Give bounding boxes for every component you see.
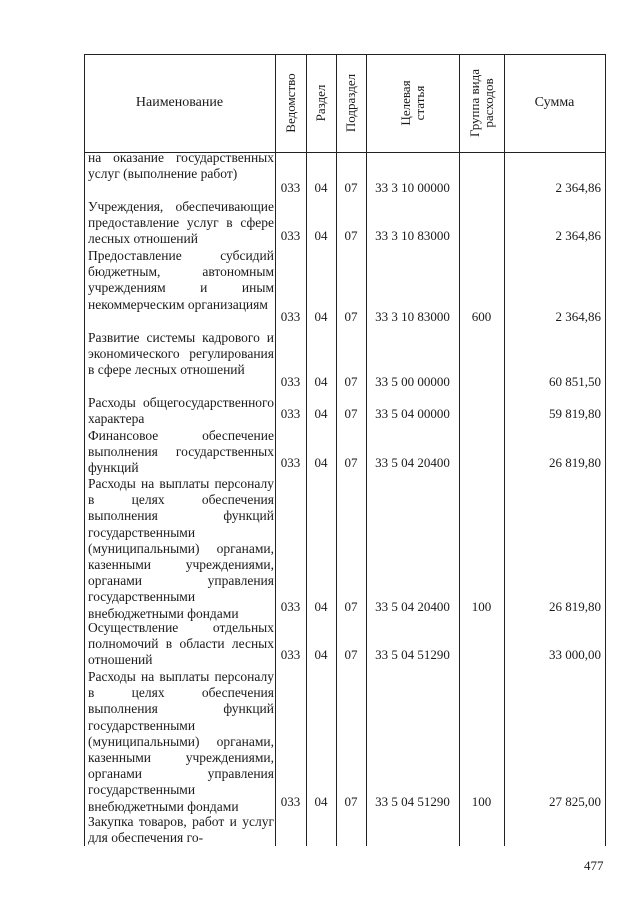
cell-tselevaya: 33 3 10 83000 xyxy=(375,228,450,243)
cell-gruppa: 100 xyxy=(471,794,492,809)
cell-vedomstvo: 033 xyxy=(280,180,301,195)
cell-podrazdel: 07 xyxy=(344,647,358,662)
row-name: Предоставление субсидий бюджетным, автономным учреждениям и иным некоммерческим организациям xyxy=(88,248,274,312)
cell-summa: 27 825,00 xyxy=(549,794,601,809)
cell-razdel: 04 xyxy=(314,455,328,470)
table-row xyxy=(84,794,606,810)
cell-razdel: 04 xyxy=(314,794,328,809)
header-vedomstvo-label: Ведомство xyxy=(282,73,298,133)
cell-vedomstvo: 033 xyxy=(280,599,301,614)
cell-podrazdel: 07 xyxy=(344,455,358,470)
header-podrazdel-label: Подраздел xyxy=(343,73,358,133)
cell-razdel: 04 xyxy=(314,647,328,662)
cell-summa: 60 851,50 xyxy=(549,374,601,389)
table-border-right xyxy=(605,54,606,846)
table-row xyxy=(84,180,606,196)
header-gruppa-vida-raskhodov xyxy=(459,54,504,152)
cell-podrazdel: 07 xyxy=(344,794,358,809)
row-name: Учреждения, обеспечивающие предоставление услуг в сфере лесных отношений xyxy=(88,199,274,247)
row-name: Осуществление отдельных полномочий в области лесных отношений xyxy=(88,620,274,668)
table-row xyxy=(84,228,606,244)
header-name xyxy=(84,54,275,152)
column-divider xyxy=(366,54,367,846)
cell-vedomstvo: 033 xyxy=(280,374,301,389)
header-tselevaya-statya xyxy=(366,54,459,152)
header-gruppa-line1: Группа вида xyxy=(466,69,482,137)
table-row xyxy=(84,599,606,615)
cell-tselevaya: 33 5 04 20400 xyxy=(375,455,450,470)
column-divider xyxy=(336,54,337,846)
column-divider xyxy=(459,54,460,846)
row-name: Развитие системы кадрового и экономического регулирования в сфере лесных отношений xyxy=(88,330,274,378)
cell-podrazdel: 07 xyxy=(344,599,358,614)
cell-razdel: 04 xyxy=(314,374,328,389)
page-number: 477 xyxy=(584,858,604,873)
row-name: Расходы общегосударственного характера xyxy=(88,395,274,427)
row-name: Расходы на выплаты персоналу в целях обеспечения выполнения функций государственными (муниципальными) органами, казенными учреждениями, органами управления государственными внебюджетными фондами xyxy=(88,669,274,814)
cell-razdel: 04 xyxy=(314,180,328,195)
cell-summa: 2 364,86 xyxy=(555,309,601,324)
header-summa xyxy=(504,54,605,152)
header-podrazdel xyxy=(336,54,366,152)
cell-podrazdel: 07 xyxy=(344,228,358,243)
header-gruppa-label xyxy=(468,69,496,137)
cell-podrazdel: 07 xyxy=(344,180,358,195)
row-name: Закупка товаров, работ и услуг для обеспечения го- xyxy=(88,814,274,846)
cell-summa: 59 819,80 xyxy=(549,406,601,421)
header-razdel-label: Раздел xyxy=(313,84,328,122)
row-name: Расходы на выплаты персоналу в целях обеспечения выполнения функций государственными (муниципальными) органами, казенными учреждениями, органами управления государственными внебюджетными фондами xyxy=(88,476,274,621)
header-vedomstvo xyxy=(275,54,306,152)
row-name: Финансовое обеспечение выполнения государственных функций xyxy=(88,428,274,476)
header-tselevaya-line2: статья xyxy=(411,85,427,121)
header-tselevaya-label xyxy=(399,80,427,125)
cell-summa: 26 819,80 xyxy=(549,455,601,470)
column-divider xyxy=(275,54,276,846)
cell-tselevaya: 33 5 00 00000 xyxy=(375,374,450,389)
column-divider xyxy=(504,54,505,846)
cell-gruppa: 100 xyxy=(471,599,492,614)
cell-razdel: 04 xyxy=(314,228,328,243)
cell-tselevaya: 33 5 04 51290 xyxy=(375,647,450,662)
cell-podrazdel: 07 xyxy=(344,406,358,421)
cell-summa: 33 000,00 xyxy=(549,647,601,662)
cell-vedomstvo: 033 xyxy=(280,406,301,421)
row-name: на оказание государственных услуг (выполнение работ) xyxy=(88,150,274,182)
cell-tselevaya: 33 3 10 00000 xyxy=(375,180,450,195)
cell-podrazdel: 07 xyxy=(344,309,358,324)
table-row xyxy=(84,309,606,325)
column-divider xyxy=(306,54,307,846)
table-row xyxy=(84,406,606,422)
table-row xyxy=(84,455,606,471)
header-tselevaya-line1: Целевая xyxy=(397,80,413,126)
cell-tselevaya: 33 5 04 20400 xyxy=(375,599,450,614)
cell-tselevaya: 33 5 04 00000 xyxy=(375,406,450,421)
cell-gruppa: 600 xyxy=(471,309,492,324)
cell-razdel: 04 xyxy=(314,406,328,421)
table-row xyxy=(84,647,606,663)
header-razdel xyxy=(306,54,336,152)
table-border-left xyxy=(84,54,85,846)
table-row xyxy=(84,374,606,390)
cell-vedomstvo: 033 xyxy=(280,794,301,809)
cell-razdel: 04 xyxy=(314,599,328,614)
cell-podrazdel: 07 xyxy=(344,374,358,389)
cell-summa: 2 364,86 xyxy=(555,180,601,195)
header-name-label: Наименование xyxy=(135,95,224,110)
cell-vedomstvo: 033 xyxy=(280,309,301,324)
cell-razdel: 04 xyxy=(314,309,328,324)
cell-tselevaya: 33 3 10 83000 xyxy=(375,309,450,324)
cell-vedomstvo: 033 xyxy=(280,228,301,243)
cell-summa: 26 819,80 xyxy=(549,599,601,614)
cell-summa: 2 364,86 xyxy=(555,228,601,243)
cell-vedomstvo: 033 xyxy=(280,455,301,470)
cell-vedomstvo: 033 xyxy=(280,647,301,662)
budget-table xyxy=(84,54,606,846)
cell-tselevaya: 33 5 04 51290 xyxy=(375,794,450,809)
header-gruppa-line2: расходов xyxy=(480,78,496,128)
header-summa-label: Сумма xyxy=(534,95,575,110)
